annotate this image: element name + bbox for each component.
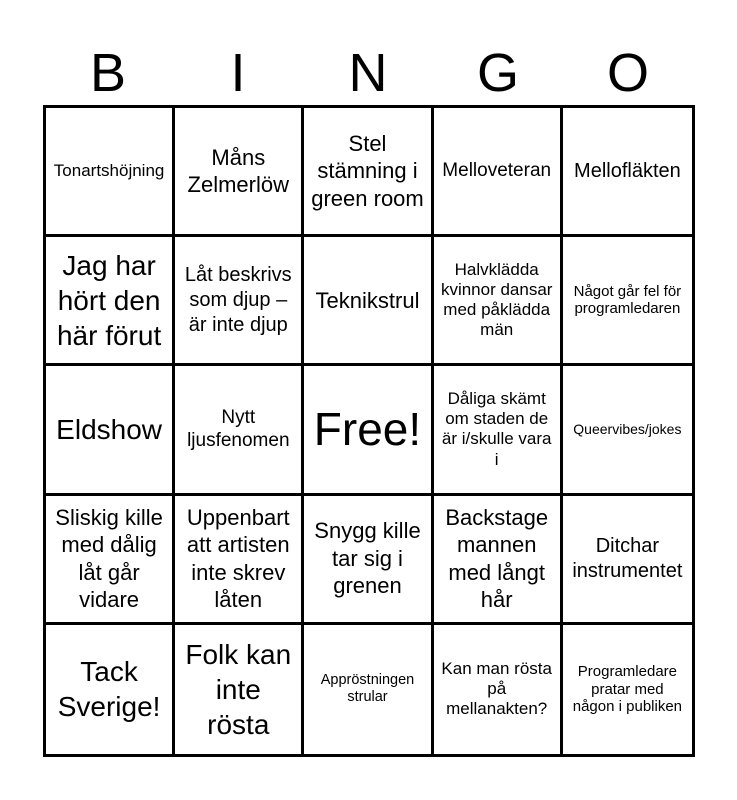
bingo-cell-r2c3[interactable]: Teknikstrul <box>304 237 433 366</box>
bingo-cell-free[interactable]: Free! <box>304 366 433 495</box>
bingo-cell-r1c5[interactable]: Mellofläkten <box>563 108 692 237</box>
bingo-cell-r3c1[interactable]: Eldshow <box>46 366 175 495</box>
bingo-cell-r1c1[interactable]: Tonartshöjning <box>46 108 175 237</box>
header-letter-i: I <box>230 43 246 103</box>
bingo-cell-r5c3[interactable]: Appröstningen strular <box>304 625 433 754</box>
header-letter-g: G <box>476 43 519 103</box>
bingo-cell-r3c2[interactable]: Nytt ljusfenomen <box>175 366 304 495</box>
bingo-cell-r2c5[interactable]: Något går fel för programledaren <box>563 237 692 366</box>
bingo-cell-r2c4[interactable]: Halvklädda kvinnor dansar med påklädda män <box>434 237 563 366</box>
bingo-cell-r1c2[interactable]: Måns Zelmerlöw <box>175 108 304 237</box>
bingo-cell-r4c4[interactable]: Backstage mannen med långt hår <box>434 496 563 625</box>
bingo-cell-r1c3[interactable]: Stel stämning i green room <box>304 108 433 237</box>
bingo-cell-r4c3[interactable]: Snygg kille tar sig i grenen <box>304 496 433 625</box>
bingo-header <box>43 38 695 108</box>
header-letter-b: B <box>89 43 127 103</box>
bingo-cell-r4c1[interactable]: Sliskig kille med dålig låt går vidare <box>46 496 175 625</box>
bingo-cell-r5c4[interactable]: Kan man rösta på mellanakten? <box>434 625 563 754</box>
bingo-cell-r5c5[interactable]: Programledare pratar med någon i publiken <box>572 662 683 716</box>
bingo-cell-r4c2[interactable]: Uppenbart att artisten inte skrev låten <box>175 496 304 625</box>
bingo-cell-r3c4[interactable]: Dåliga skämt om staden de är i/skulle vara i <box>434 366 563 495</box>
bingo-board <box>43 105 695 757</box>
bingo-cell-r4c5[interactable]: Ditchar instrumentet <box>563 496 692 625</box>
header-letter-o: O <box>606 43 649 103</box>
bingo-cell-r3c5[interactable]: Queervibes/jokes <box>563 366 692 495</box>
bingo-cell-r1c4[interactable]: Melloveteran <box>434 108 563 237</box>
bingo-cell-r2c2[interactable]: Låt beskrivs som djup – är inte djup <box>175 237 304 366</box>
header-letter-n: N <box>348 43 388 103</box>
bingo-cell-r5c1[interactable]: Tack Sverige! <box>46 625 175 754</box>
bingo-cell-r2c1[interactable]: Jag har hört den här förut <box>46 237 175 366</box>
bingo-cell-r5c2[interactable]: Folk kan inte rösta <box>175 625 304 754</box>
